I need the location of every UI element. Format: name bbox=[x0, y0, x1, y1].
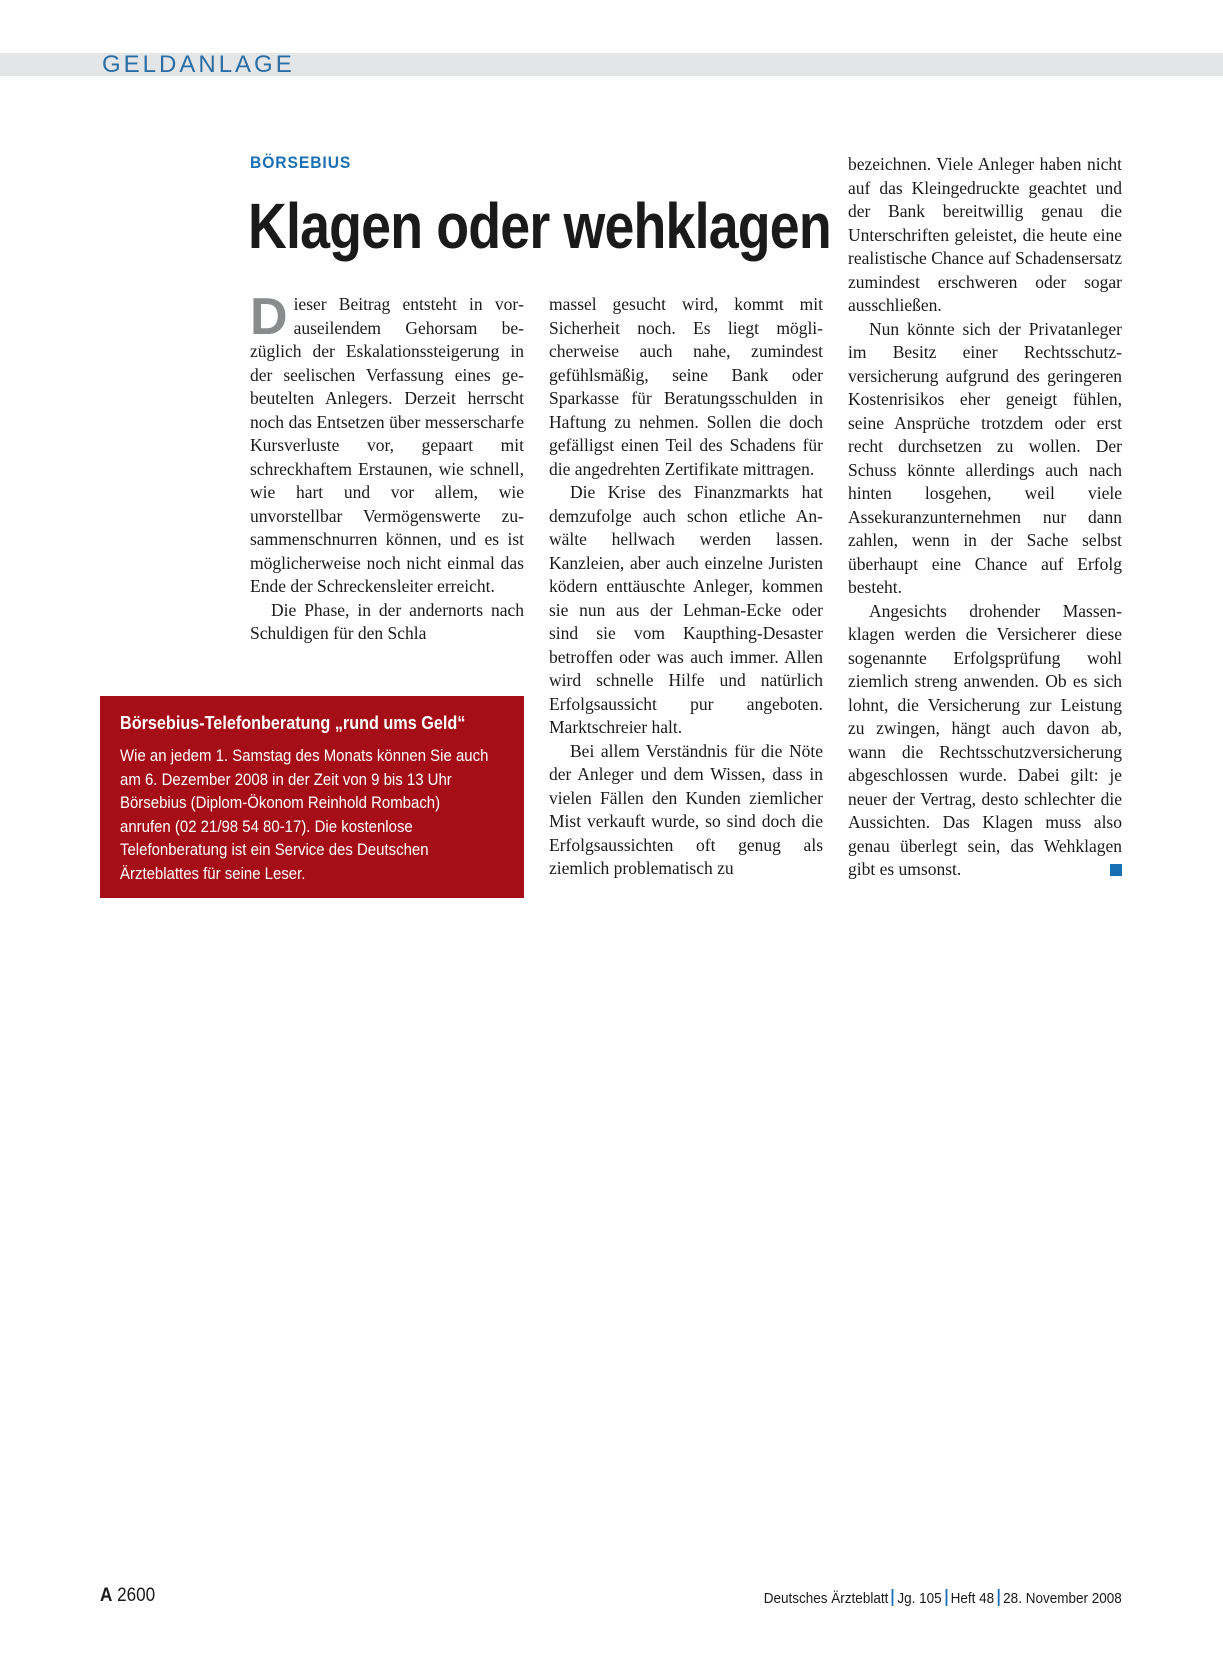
article-headline: Klagen oder wehklagen bbox=[248, 190, 831, 262]
article-column-2 bbox=[549, 293, 823, 881]
paragraph bbox=[250, 288, 524, 599]
separator bbox=[998, 1589, 1000, 1606]
journal-date: 28. November 2008 bbox=[1003, 1590, 1122, 1607]
info-box-body: Wie an jedem 1. Samstag des Monats können Sie auch am 6. Dezember 2008 in der Zeit von 9 bis 13 Uhr Börsebius (Diplom-Ökonom Reinhold Rombach) anrufen (02 21/98 54 80-17). Die kostenlose Telefonberatung ist ein Service des Deutschen Ärzteblattes für seine Leser. bbox=[120, 746, 489, 883]
journal-volume: Jg. 105 bbox=[897, 1590, 942, 1607]
paragraph: bezeichnen. Viele Anleger haben nicht auf das Kleingedruckte geachtet und der Bank bereitwillig genau die Unterschriften geleistet, die heute eine realistische Chance auf Schadensersatz zumindest erschweren oder sogar ausschließen. bbox=[848, 154, 1122, 315]
article-column-3 bbox=[848, 153, 1122, 882]
info-box-title: Börsebius-Telefonberatung „rund ums Geld“ bbox=[120, 713, 466, 733]
info-box bbox=[100, 696, 524, 898]
paragraph: Die Phase, in der andernorts nach Schuldigen für den Schla bbox=[250, 599, 524, 643]
paragraph: Bei allem Verständnis für die Nöte der Anleger und dem Wissen, dass in vielen Fällen den Kunden ziemlicher Mist verkauft wurde, so sind doch die Erfolgsaussichten oft genug als ziemlich problematisch zu bbox=[549, 740, 823, 878]
page-prefix: A bbox=[100, 1585, 113, 1606]
paragraph-text: ieser Beitrag entsteht in vorauseilendem Gehorsam bezüglich der Eskalationssteigerung in der seelischen Verfassung eines gebeutelten Anlegers. Derzeit herrscht noch das Entsetzen über messerscharfe Kursverluste vor, gepaart mit schreckhaftem Erstaunen, wie schnell, wie hart und vor allem, wie unvorstellbar Vermögenswerte zusammenschnurren können, und es ist möglicherweise noch nicht einmal das Ende der Schreckensleiter erreicht. bbox=[250, 294, 524, 596]
drop-cap: D bbox=[250, 288, 288, 346]
page-number bbox=[100, 1585, 155, 1607]
paragraph bbox=[848, 600, 1122, 882]
end-of-article-mark bbox=[1110, 864, 1122, 876]
section-label: GELDANLAGE bbox=[102, 51, 295, 78]
paragraph-text: Angesichts drohender Massenklagen werden die Versicherer diese sogenannte Erfolgsprüfung wohl ziemlich streng anwenden. Ob es sich lohnt, die Versicherung zur Leistung zu zwingen, hängt auch davon ab, wann die Rechtsschutzversicherung abgeschlossen wurde. Dabei gilt: je neuer der Vertrag, desto schlechter die Aussichten. Das Klagen muss also genau überlegt sein, das Wehklagen gibt es umsonst. bbox=[848, 600, 1122, 879]
article-kicker: BÖRSEBIUS bbox=[250, 153, 352, 172]
journal-name: Deutsches Ärzteblatt bbox=[764, 1590, 889, 1607]
separator bbox=[892, 1589, 894, 1606]
journal-info bbox=[764, 1589, 1122, 1607]
paragraph: massel gesucht wird, kommt mit Sicherheit noch. Es liegt möglicherweise auch nahe, zumindest gefühlsmäßig, seine Bank oder Sparkasse für Beratungsschulden in Haftung zu nehmen. Sollen die doch gefälligst einen Teil des Schadens für die angedrehten Zertifikate mittragen. bbox=[549, 294, 823, 479]
paragraph: Die Krise des Finanzmarkts hat demzufolge auch schon etliche Anwälte hellwach werden lassen. Kanzleien, aber auch einzelne Juristen ködern enttäuschte Anleger, kommen sie nun aus der Lehman-Ecke oder sind sie vom Kaupthing-Desaster betroffen oder was auch immer. Allen wird schnelle Hilfe und natürlich Erfolgsaussicht pur angeboten. Marktschreier halt. bbox=[549, 482, 823, 737]
paragraph: Nun könnte sich der Privatanleger im Besitz einer Rechtsschutzversicherung aufgrund des geringeren Kostenrisikos eher geneigt fühlen, seine Ansprüche trotzdem oder erst recht durchsetzen zu wollen. Der Schuss könnte allerdings auch nach hinten losgehen, weil viele Assekuranzunternehmen nur dann zahlen, wenn in der Sache selbst überhaupt eine Chance auf Erfolg besteht. bbox=[848, 318, 1122, 597]
separator bbox=[945, 1589, 947, 1606]
journal-issue: Heft 48 bbox=[950, 1590, 995, 1607]
article-column-1 bbox=[250, 288, 524, 646]
page-number-value: 2600 bbox=[117, 1585, 156, 1606]
